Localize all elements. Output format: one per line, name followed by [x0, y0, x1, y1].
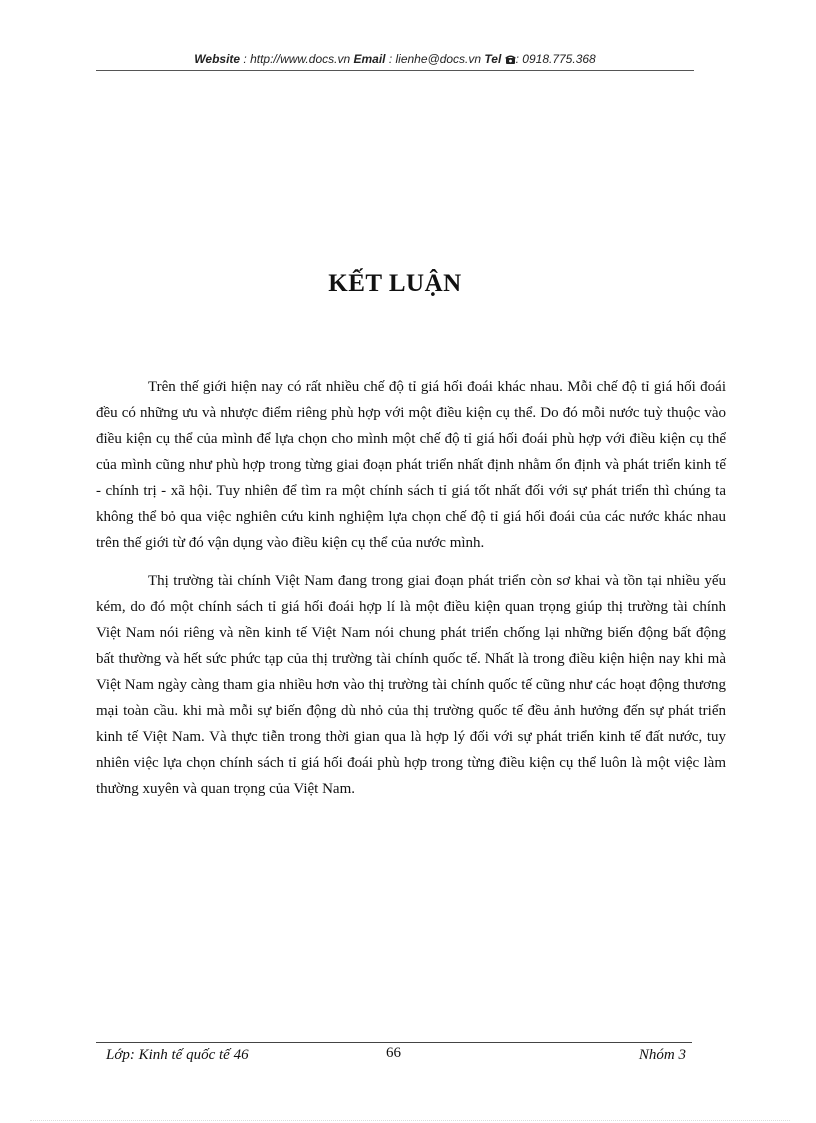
page-edge-divider — [30, 1120, 790, 1122]
email-value[interactable]: : lienhe@docs.vn — [385, 52, 485, 66]
footer-group-label: Nhóm 3 — [638, 1047, 686, 1063]
tel-label: Tel — [484, 52, 502, 66]
page-footer — [106, 1045, 686, 1067]
page-number: 66 — [386, 1045, 401, 1061]
header-divider — [96, 70, 694, 71]
email-label: Email — [353, 52, 386, 66]
paragraph: Thị trường tài chính Việt Nam đang trong giai đoạn phát triển còn sơ khai và tồn tại nhiều yếu kém, do đó một chính sách tỉ giá hối đoái hợp lí là một điều kiện quan trọng giúp thị trường tài chính Việt Nam nói riêng và nền kinh tế Việt Nam nói chung phát triển chống lại những biến động bất động bất thường và hết sức phức tạp của thị trường tài chính quốc tế. Nhất là trong điều kiện hiện nay khi mà Việt Nam ngày càng tham gia nhiều hơn vào thị trường tài chính quốc tế cũng như các hoạt động thương mại toàn cầu. khi mà mỗi sự biến động dù nhỏ của thị trường quốc tế đều ảnh hưởng đến sự phát triển kinh tế Việt Nam. Và thực tiễn trong thời gian qua là hợp lý đối với sự phát triển kinh tế đất nước, tuy nhiên việc lựa chọn chính sách tỉ giá hối đoái phù hợp trong từng điều kiện cụ thể luôn là một việc làm thường xuyên và quan trọng của Việt Nam. — [96, 573, 726, 797]
footer-divider — [96, 1042, 692, 1043]
tel-value: : 0918.775.368 — [515, 52, 596, 66]
website-label: Website — [194, 52, 241, 66]
website-value[interactable]: : http://www.docs.vn — [240, 52, 354, 66]
paragraph: Trên thế giới hiện nay có rất nhiều chế độ tỉ giá hối đoái khác nhau. Mỗi chế độ tỉ giá hối đoái đều có những ưu và nhược điểm riêng phù hợp với một điều kiện cụ thể. Do đó mỗi nước tuỳ thuộc vào điều kiện cụ thể của mình để lựa chọn cho mình một chế độ tỉ giá hối đoái phù hợp với điều kiện cụ thể của mình cũng như phù hợp trong từng giai đoạn phát triển nhất định nhằm ổn định và phát triển kinh tế - chính trị - xã hội. Tuy nhiên để tìm ra một chính sách tỉ giá tốt nhất đối với sự phát triển thì chúng ta không thể bỏ qua việc nghiên cứu kinh nghiệm lựa chọn chế độ tỉ giá hối đoái của các nước khác nhau trên thế giới từ đó vận dụng vào điều kiện cụ thể của nước mình. — [96, 379, 726, 551]
body-text — [96, 374, 726, 814]
page-header — [96, 52, 694, 70]
footer-class-label: Lớp: Kinh tế quốc tế 46 — [106, 1047, 249, 1063]
phone-icon — [505, 53, 516, 67]
page-title: KẾT LUẬN — [328, 270, 462, 297]
